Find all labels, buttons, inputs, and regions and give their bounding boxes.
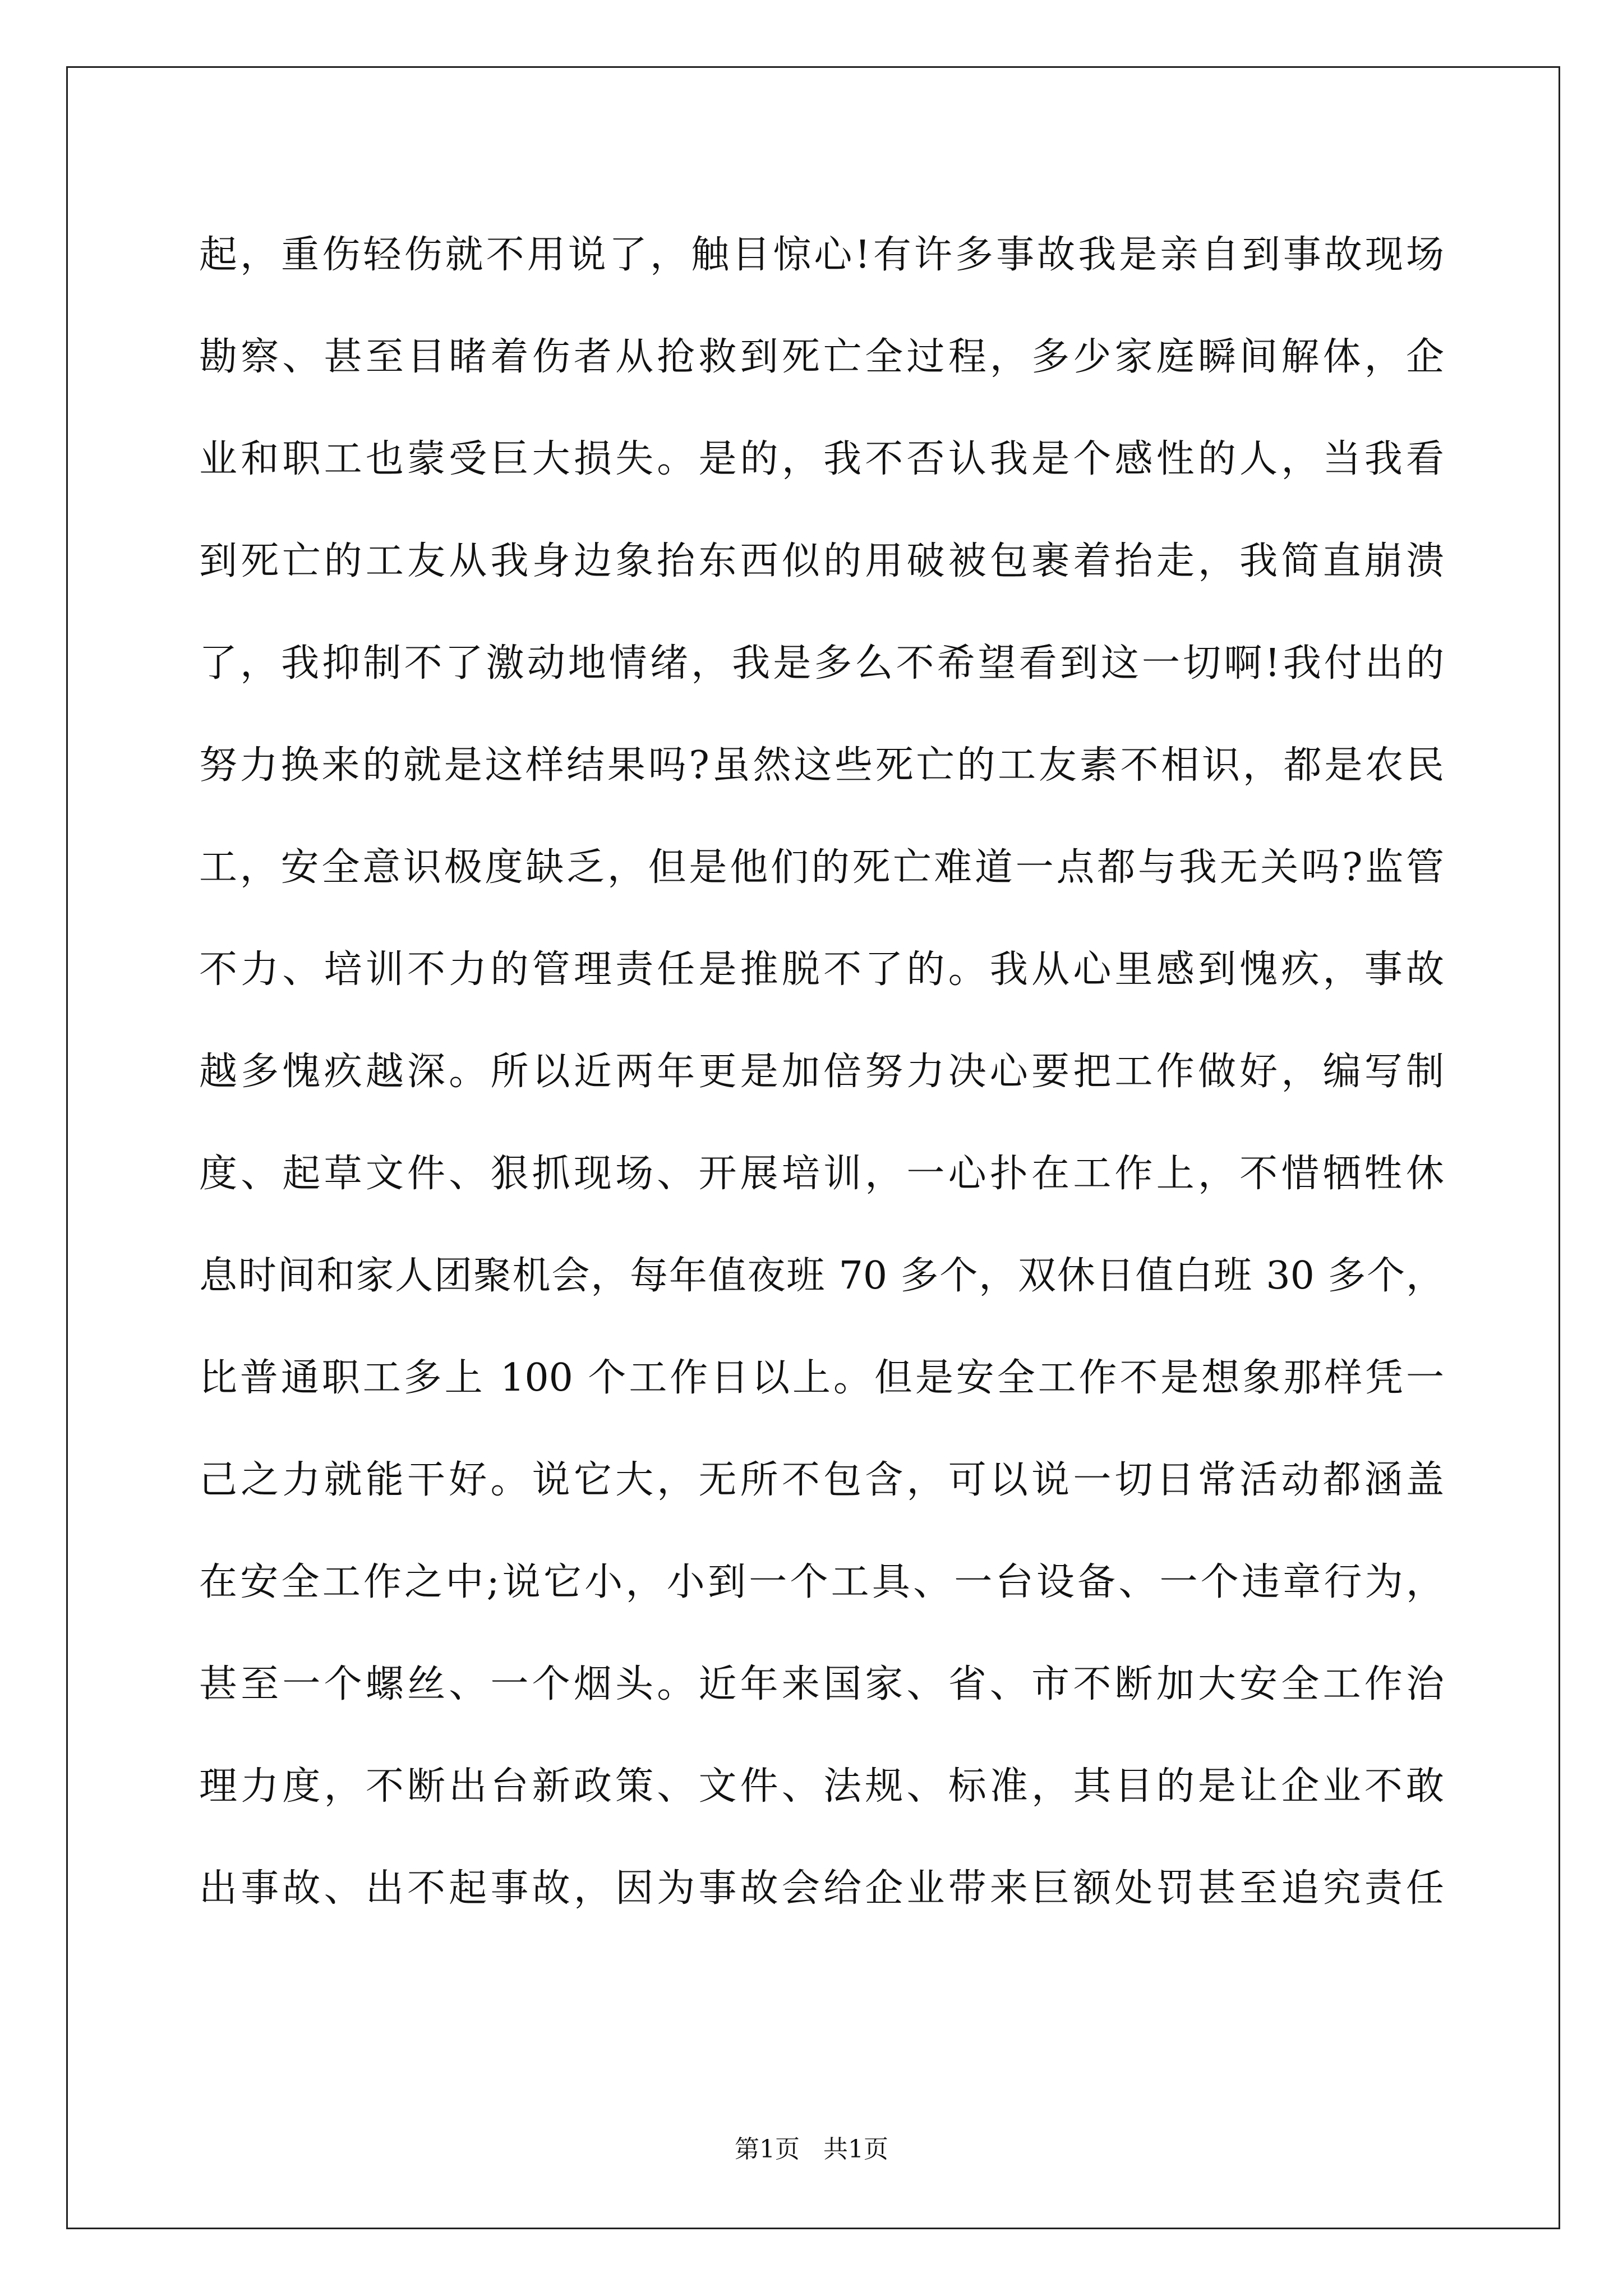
text-line-4: 到死亡的工友从我身边象抬东西似的用破被包裹着抬走，我简直崩溃 xyxy=(199,539,1444,583)
text-line-1: 起，重伤轻伤就不用说了，触目惊心!有许多事故我是亲自到事故现场 xyxy=(199,233,1444,277)
text-line-2: 勘察、甚至目睹着伤者从抢救到死亡全过程，多少家庭瞬间解体，企 xyxy=(199,335,1444,379)
text-line-8: 不力、培训不力的管理责任是推脱不了的。我从心里感到愧疚，事故 xyxy=(199,947,1444,992)
text-line-13: 己之力就能干好。说它大，无所不包含，可以说一切日常活动都涵盖 xyxy=(199,1458,1444,1502)
text-line-16: 理力度，不断出台新政策、文件、法规、标准，其目的是让企业不敢 xyxy=(199,1764,1444,1809)
text-line-7: 工，安全意识极度缺乏，但是他们的死亡难道一点都与我无关吗?监管 xyxy=(199,845,1444,890)
page-number-footer: 第1页 共1页 xyxy=(735,2135,888,2164)
text-line-10: 度、起草文件、狠抓现场、开展培训，一心扑在工作上，不惜牺牲休 xyxy=(199,1152,1444,1196)
document-body xyxy=(199,216,1444,1952)
text-line-15: 甚至一个螺丝、一个烟头。近年来国家、省、市不断加大安全工作治 xyxy=(199,1662,1444,1706)
text-line-11: 息时间和家人团聚机会，每年值夜班 70 多个，双休日值白班 30 多个， xyxy=(199,1254,1444,1298)
text-line-6: 努力换来的就是这样结果吗?虽然这些死亡的工友素不相识，都是农民 xyxy=(199,743,1444,788)
text-line-17: 出事故、出不起事故，因为事故会给企业带来巨额处罚甚至追究责任 xyxy=(199,1866,1444,1911)
text-line-3: 业和职工也蒙受巨大损失。是的，我不否认我是个感性的人，当我看 xyxy=(199,437,1444,481)
text-line-9: 越多愧疚越深。所以近两年更是加倍努力决心要把工作做好，编写制 xyxy=(199,1050,1444,1094)
text-line-12: 比普通职工多上 100 个工作日以上。但是安全工作不是想象那样凭一 xyxy=(199,1356,1444,1400)
text-line-14: 在安全工作之中;说它小，小到一个工具、一台设备、一个违章行为， xyxy=(199,1560,1444,1604)
text-line-5: 了，我抑制不了激动地情绪，我是多么不希望看到这一切啊!我付出的 xyxy=(199,641,1444,685)
